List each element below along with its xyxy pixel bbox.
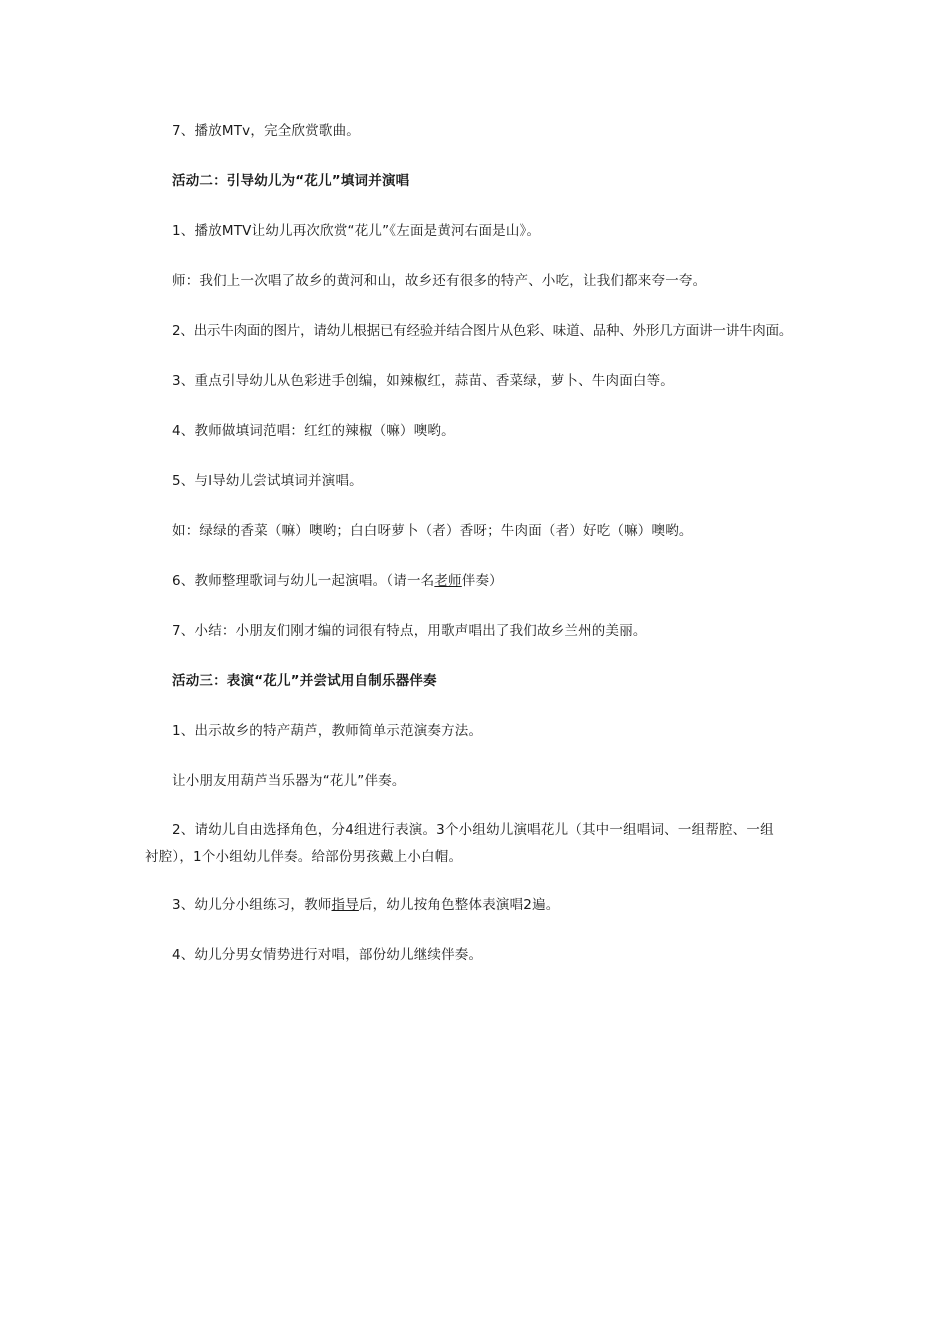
paragraph-step-1-show-gourd: 1、出示故乡的特产葫芦，教师简单示范演奏方法。 [172, 723, 483, 739]
paragraph-step-2-show-picture: 2、出示牛肉面的图片，请幼儿根据已有经验并结合图片从色彩、味道、品种、外形几方面讲一讲牛肉面。 [172, 323, 793, 339]
paragraph-step-7-play-mtv: 7、播放MTv，完全欣赏歌曲。 [172, 123, 360, 139]
paragraph-step-5-try-fill: 5、与l导幼儿尝试填词并演唱。 [172, 473, 363, 489]
heading-activity-two: 活动二：引导幼儿为“花儿”填词并演唱 [172, 173, 410, 189]
paragraph-step-3-text-end: 后，幼儿按角色整体表演唱2遍。 [358, 897, 560, 913]
paragraph-step-1-replay: 1、播放MTV让幼儿再次欣赏“花儿”《左面是黄河右面是山》。 [172, 223, 541, 239]
paragraph-step-6-text-start: 6、教师整理歌词与幼儿一起演唱。（请一名 [172, 573, 435, 589]
link-guidance[interactable]: 指导 [331, 897, 359, 913]
paragraph-step-4-demo-sing: 4、教师做填词范唱：红红的辣椒（嘛）噢哟。 [172, 423, 455, 439]
paragraph-step-3-group-practice [172, 895, 560, 915]
paragraph-step-3-text-start: 3、幼儿分小组练习，教师 [172, 897, 332, 913]
paragraph-step-6-text-end: 伴奏） [461, 573, 503, 589]
paragraph-gourd-accompany: 让小朋友用葫芦当乐器为“花儿”伴奏。 [172, 773, 406, 789]
paragraph-step-7-summary: 7、小结：小朋友们刚才编的词很有特点，用歌声唱出了我们故乡兰州的美丽。 [172, 623, 647, 639]
heading-activity-three: 活动三：表演“花儿”并尝试用自制乐器伴奏 [172, 673, 437, 689]
paragraph-step-3-guide-color: 3、重点引导幼儿从色彩进手创编，如辣椒红，蒜苗、香菜绿，萝卜、牛肉面白等。 [172, 373, 674, 389]
paragraph-step-6-sing-together [172, 571, 503, 591]
paragraph-step-4-duet: 4、幼儿分男女情势进行对唱，部份幼儿继续伴奏。 [172, 947, 483, 963]
paragraph-teacher-speech: 师：我们上一次唱了故乡的黄河和山，故乡还有很多的特产、小吃，让我们都来夸一夸。 [172, 273, 707, 289]
paragraph-step-2-choose-roles: 2、请幼儿自由选择角色，分4组进行表演。3个小组幼儿演唱花儿（其中一组唱词、一组帮腔、一组衬腔），1个小组幼儿伴奏。给部份男孩戴上小白帽。 [145, 822, 774, 865]
link-teacher[interactable]: 老师 [434, 573, 462, 589]
paragraph-example-lyrics: 如：绿绿的香菜（嘛）噢哟；白白呀萝卜（者）香呀；牛肉面（者）好吃（嘛）噢哟。 [172, 523, 693, 539]
